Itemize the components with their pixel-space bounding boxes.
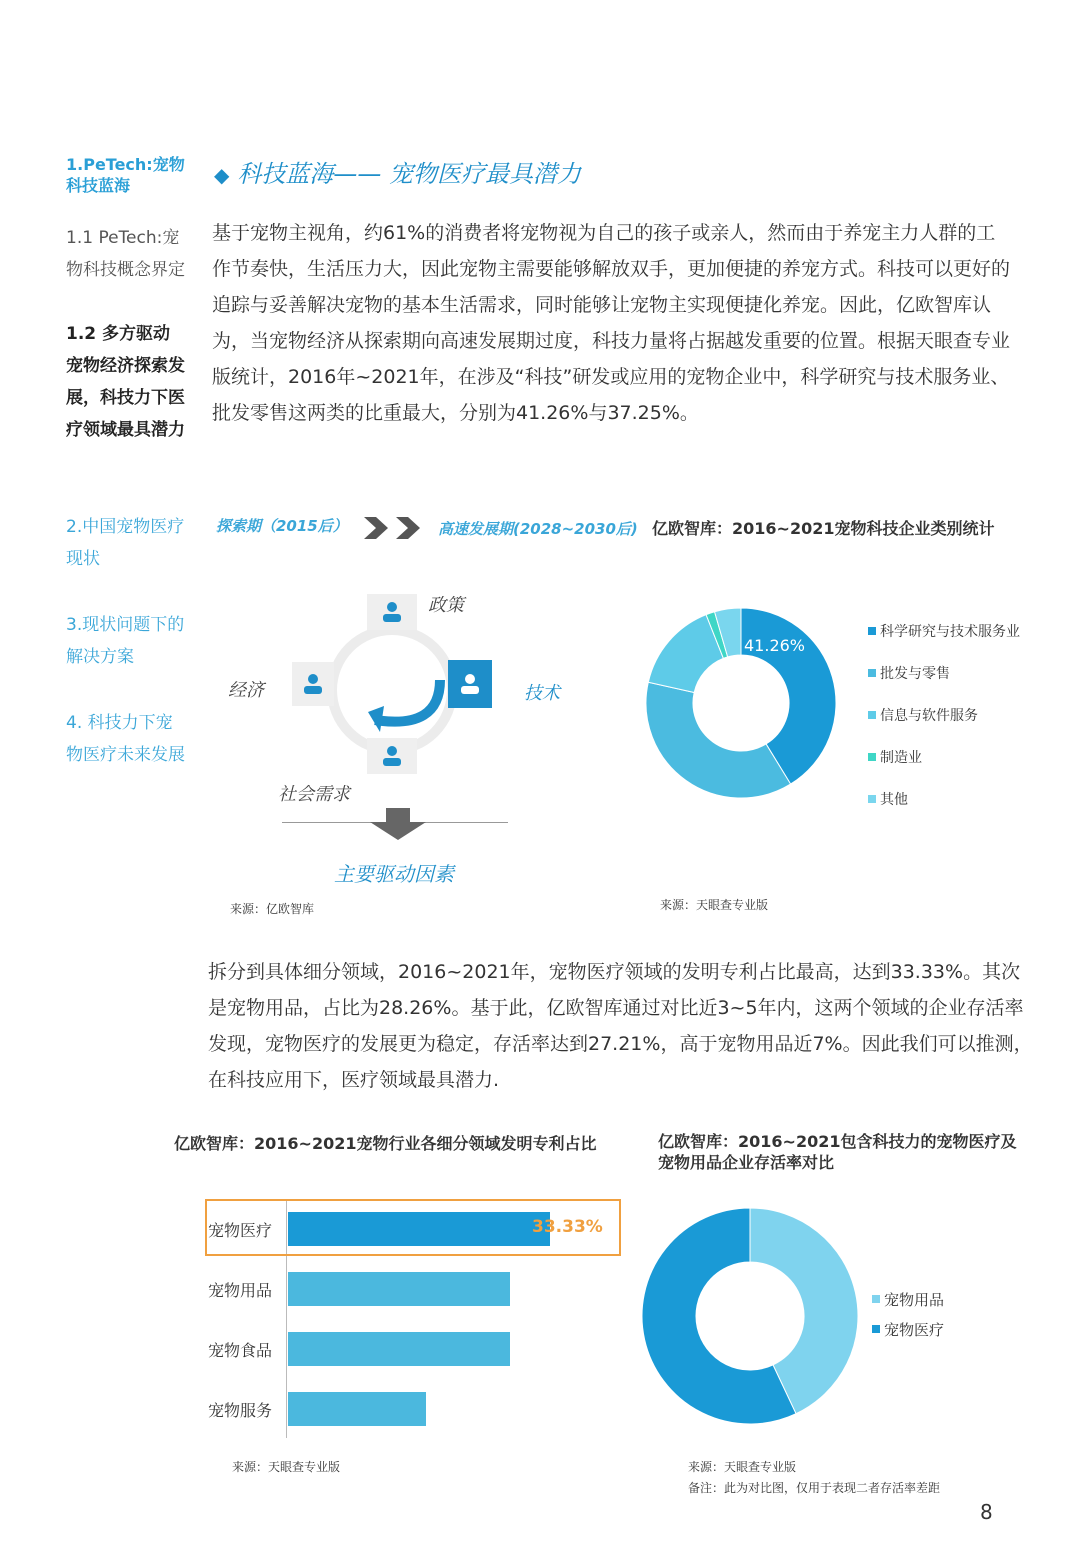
donut-chart-survival [642,1208,858,1424]
legend-swatch [868,627,876,635]
donut1-data-label: 41.26% [744,636,806,655]
legend-swatch [868,669,876,677]
bar-category-label: 宠物服务 [208,1400,273,1420]
down-arrow-icon [368,808,428,842]
survival-chart-title: 亿欧智库：2016~2021包含科技力的宠物医疗及宠物用品企业存活率对比 [658,1132,1017,1172]
economy-box [292,662,334,706]
legend-item [868,778,1068,820]
bar-row [208,1392,288,1426]
sidebar-main-heading[interactable]: 1.PeTech:宠物科技蓝海 [66,155,185,195]
double-chevron-icon [362,515,424,541]
person-icon [448,660,492,708]
tech-box [448,660,492,708]
legend-label: 宠物用品 [884,1290,945,1309]
legend-label: 制造业 [880,750,922,766]
legend-swatch [872,1325,880,1333]
legend-label: 信息与软件服务 [880,708,978,724]
legend-label: 其他 [880,792,908,808]
intro-paragraph: 基于宠物主视角，约61%的消费者将宠物视为自己的孩子或亲人，然而由于养宠主力人群的工作节奏快，生活压力大，因此宠物主需要能够解放双手，更加便捷的养宠方式。科技可以更好的追踪与妥善解决宠物的基本生活需求，同时能够让宠物主实现便捷化养宠。因此，亿欧智库认为，当宠物经济从探索期向高速发展期过度，科技力量将占据越发重要的位置。根据天眼查专业版统计，2016年~2021年，在涉及“科技”研发或应用的宠物企业中，科学研究与技术服务业、批发零售这两类的比重最大，分别为41.26%与37.25%。 [212,222,1011,424]
label-policy: 政策 [428,595,464,616]
person-icon [292,662,334,706]
legend-item [872,1314,1022,1344]
legend-label: 批发与零售 [880,666,950,682]
cycle-arrowhead [368,706,384,732]
legend-swatch [872,1295,880,1303]
diagram-caption: 主要驱动因素 [334,862,454,886]
survival-chart-note: 备注：此为对比图，仅用于表现二者存活率差距 [688,1481,941,1495]
sidebar-item-3[interactable]: 3.现状问题下的解决方案 [66,615,185,667]
legend-label: 宠物医疗 [884,1320,945,1339]
bar-category-label: 宠物用品 [208,1280,273,1300]
bar [288,1332,510,1366]
diagram-source: 来源：亿欧智库 [230,902,315,916]
chart1-title: 亿欧智库：2016~2021宠物科技企业类别统计 [652,519,995,538]
bar-row [208,1332,288,1366]
bar-category-label: 宠物食品 [208,1340,273,1360]
label-tech: 技术 [524,683,560,704]
phase-exploration: 探索期（2015后） [216,517,348,535]
label-economy: 经济 [228,680,264,701]
legend-item [872,1284,1022,1314]
sidebar-item-2[interactable]: 2.中国宠物医疗现状 [66,517,185,569]
donut-slice [646,682,791,798]
legend-swatch [868,795,876,803]
bar-row [208,1272,288,1306]
society-box [367,738,417,774]
legend-item [868,736,1068,778]
person-icon [367,738,417,774]
bar [288,1392,426,1426]
bar [288,1272,510,1306]
phase-growth: 高速发展期(2028~2030后) [438,520,638,538]
survival-chart-source: 来源：天眼查专业版 [688,1460,797,1474]
donut2-legend [872,1284,1022,1344]
diamond-icon: ◆ [214,163,230,187]
legend-label: 科学研究与技术服务业 [880,624,1020,640]
detail-paragraph: 拆分到具体细分领域，2016~2021年，宠物医疗领域的发明专利占比最高，达到33.33%。其次是宠物用品，占比为28.26%。基于此，亿欧智库通过对比近3~5年内，这两个领域的企业存活率发现，宠物医疗的发展更为稳定，存活率达到27.21%，高于宠物用品近7%。因此我们可以推测，在科技应用下，医疗领域最具潜力. [208,961,1033,1091]
bar-highlight-value: 33.33% [532,1217,603,1237]
donut1-legend [868,610,1068,820]
person-icon [367,594,417,630]
label-society: 社会需求 [278,784,350,805]
bar-category-label: 宠物医疗 [208,1220,273,1240]
legend-swatch [868,753,876,761]
legend-item [868,694,1068,736]
legend-item [868,610,1068,652]
bar [288,1212,550,1246]
chart1-source: 来源：天眼查专业版 [660,898,769,912]
bar-row [208,1212,288,1246]
legend-item [868,652,1068,694]
section-title-text: 科技蓝海—— 宠物医疗最具潜力 [237,160,582,188]
policy-box [367,594,417,630]
donut-chart-categories [646,608,836,798]
sidebar-item-4[interactable]: 4. 科技力下宠物医疗未来发展 [66,713,185,765]
legend-swatch [868,711,876,719]
sidebar-item-1-2[interactable]: 1.2 多方驱动宠物经济探索发展，科技力下医疗领域最具潜力 [66,324,185,440]
bar-chart-source: 来源：天眼查专业版 [232,1460,341,1474]
section-title [214,154,581,189]
cycle-ring [332,630,452,750]
page-number: 8 [980,1500,993,1524]
sidebar-item-1-1[interactable]: 1.1 PeTech:宠物科技概念界定 [66,228,185,280]
bar-chart-title: 亿欧智库：2016~2021宠物行业各细分领域发明专利占比 [174,1134,597,1153]
cycle-arrow [375,680,440,722]
